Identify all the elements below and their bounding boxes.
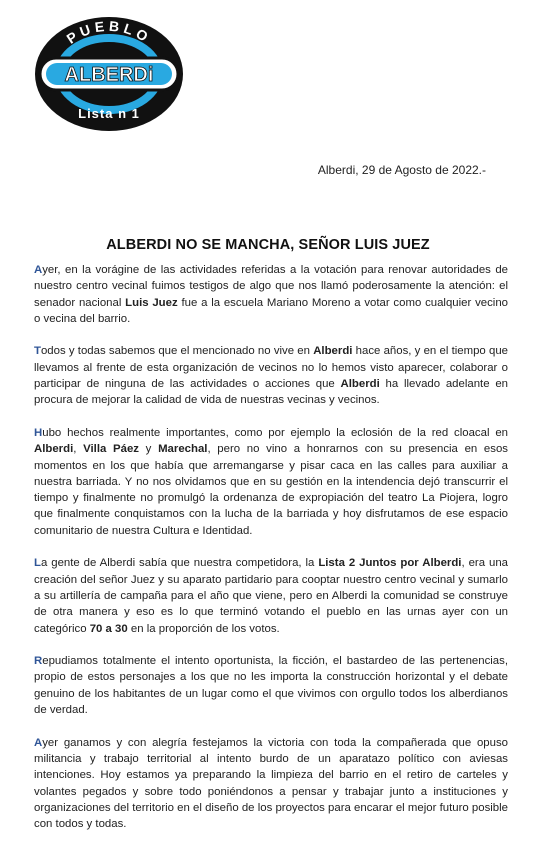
paragraph-initial: A: [34, 736, 43, 749]
bold-text: Luis Juez: [125, 296, 178, 309]
paragraph-text: y: [138, 443, 159, 456]
paragraph-text: ubo hechos realmente importantes, como por ejemplo la eclosión de la red cloacal en: [42, 426, 508, 439]
paragraph-initial: H: [34, 426, 43, 439]
paragraph: [34, 425, 508, 539]
paragraph-text: hace años, y en el tiempo que llevamos al frente de esta organización de vecinos no lo hemos visto aparecer, colaborar o participar de ninguna de las actividades o acciones que: [34, 345, 508, 391]
logo: [34, 14, 184, 132]
bold-text: Lista 2 Juntos por Alberdi: [318, 557, 462, 570]
paragraph-text: , era una creación del señor Juez y su aparato partidario para cooptar nuestro centro vecinal y sumarlo a su artillería de campaña para el año que viene, pero en Alberdi la comunidad se construye de otra manera y eso es lo que terminó votando el pueblo en las urnas ayer con un categórico: [34, 557, 508, 635]
document-title: ALBERDI NO SE MANCHA, SEÑOR LUIS JUEZ: [106, 237, 430, 253]
document-date: Alberdi, 29 de Agosto de 2022.-: [317, 163, 486, 177]
paragraph: [34, 653, 508, 718]
paragraph-text: epudiamos totalmente el intento oportunista, la ficción, el bastardeo de las pertenencias, propio de estos personajes a los que no les importa la construcción horizontal y el debate genuino de los habitantes de un lugar como el que vivimos con orgullo todos los alberdianos de verdad.: [34, 655, 508, 717]
bold-text: Marechal: [158, 443, 208, 456]
paragraph-initial: R: [34, 655, 43, 668]
paragraph-text: en la proporción de los votos.: [127, 622, 280, 635]
paragraph: [34, 343, 508, 408]
bold-text: Alberdi: [34, 443, 74, 456]
paragraph-initial: A: [34, 264, 43, 276]
paragraph-text: , pero no vino a honrarnos con su presencia en esos momentos en los que había que arremangarse y pisar caca en las calles para auxiliar a nuestra barriada. Y no nos olvidamos que en su gestión en la intendencia dejó transcurrir el tiempo y finalmente no promulgó la ordenanza de expropiación del teatro La Piojera, logro que finalmente conquistamos con la lucha de la barriada y hoy disfrutamos de ese espacio comunitario de nuestra Cultura e Identidad.: [34, 443, 508, 537]
paragraph-text: ,: [73, 443, 84, 456]
paragraph-initial: L: [34, 557, 41, 570]
document-body: [34, 262, 508, 849]
paragraph-text: ha llevado adelante en procura de mejorar la calidad de vida de nuestras vecinas y vecinos.: [34, 378, 508, 407]
paragraph-text: yer, en la vorágine de las actividades referidas a la votación para renovar autoridades de nuestro centro vecinal fuimos testigos de algo que nos llamó poderosamente la atención: el senador nacional: [34, 264, 508, 309]
paragraph-text: yer ganamos y con alegría festejamos la victoria con toda la compañerada que opuso militancia y trabajo territorial al intento burdo de un aparatazo político con aviesas intenciones. Hoy estamos ya preparando la limpieza del barrio en el retiro de carteles y volantes pegados y sobre todo poniéndonos a pensar y trabajar junto a instituciones y organizaciones del territorio en el diseño de los proyectos para encarar el mejor futuro posible con todos y todas.: [34, 736, 508, 831]
bold-text: Alberdi: [313, 345, 353, 358]
paragraph-text: a gente de Alberdi sabía que nuestra competidora, la: [40, 557, 319, 570]
bold-text: 70 a 30: [89, 622, 128, 635]
bold-text: Alberdi: [340, 378, 380, 391]
logo-top-text: PUEBLO: [63, 17, 155, 47]
bold-text: Villa Páez: [83, 443, 139, 456]
logo-center-text: ALBERDi: [64, 64, 154, 86]
paragraph: [34, 555, 508, 636]
paragraph-text: odos y todas sabemos que el mencionado no vive en: [40, 345, 314, 358]
paragraph-text: fue a la escuela Mariano Moreno a votar como cualquier vecino o vecina del barrio.: [34, 296, 508, 325]
paragraph-initial: T: [34, 345, 41, 358]
paragraph: [34, 262, 508, 327]
paragraph: [34, 735, 508, 833]
logo-bottom-text: Lista n 1: [78, 106, 140, 121]
